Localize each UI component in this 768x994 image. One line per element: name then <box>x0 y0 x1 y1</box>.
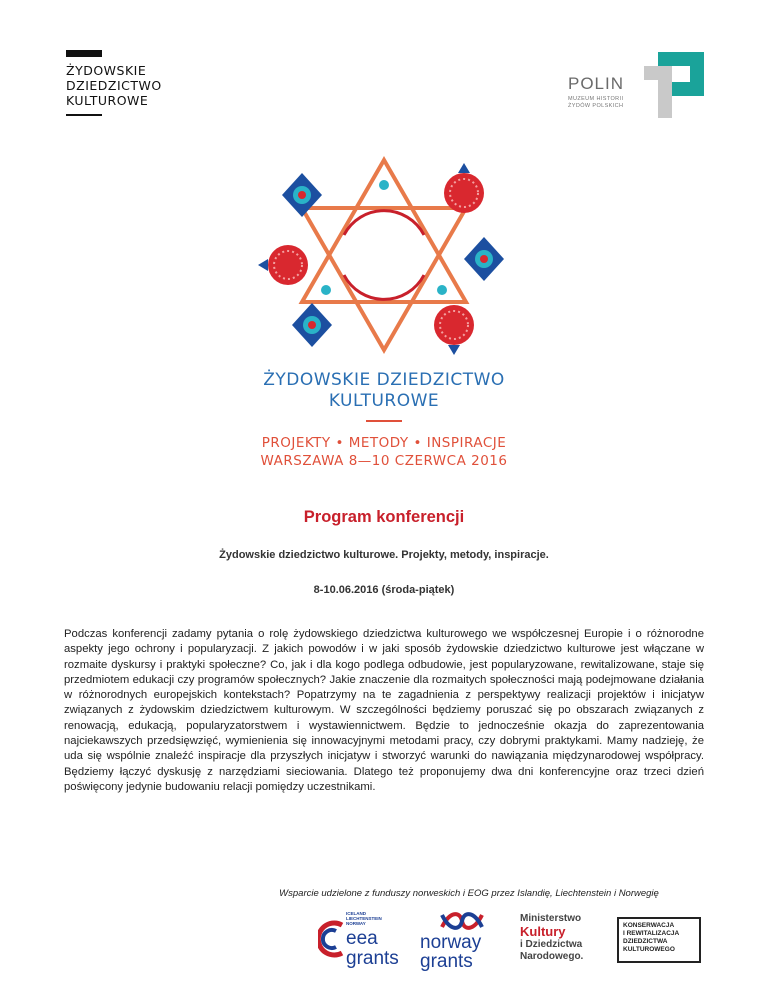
event-title-block <box>0 370 768 470</box>
logo-line-2: DZIEDZICTWO <box>66 78 162 93</box>
eea-country-1: ICELAND <box>346 911 366 916</box>
event-title-line-2: KULTUROWE <box>328 391 440 411</box>
konserwacja-logo <box>617 917 701 963</box>
konserw-line-2: I REWITALIZACJA <box>623 930 680 937</box>
norway-word: norway <box>420 932 482 953</box>
polin-sub-line-1: MUZEUM HISTORII <box>568 96 624 102</box>
logo-bar-top <box>66 50 102 57</box>
polin-subtitle <box>568 96 623 110</box>
ministry-line-4: Narodowego. <box>520 951 584 962</box>
ministry-logo <box>520 913 610 969</box>
event-place-date: WARSZAWA 8—10 CZERWCA 2016 <box>260 453 508 469</box>
eea-word: eea <box>346 928 378 949</box>
eea-grants-logo <box>318 911 408 973</box>
program-description: Podczas konferencji zadamy pytania o rolę żydowskiego dziedzictwa kulturowego we współczesnej Europie i o różnorodne aspekty jego ochrony i popularyzacji. Z jakich powodów i w jaki sposób żydowskie dziedzictwo kulturowe jest włączane w rozmaite dyskursy i praktyki społeczne? Co, jak i dla kogo podlega odbudowie, jest popularyzowane, rewitalizowane, staje się przedmiotem edukacji czy programów społecznych? Jakie znaczenie dla rozmaitych społeczności mają podejmowane działania w różnorodnych europejskich kontekstach? Popatrzymy na te zagadnienia z perspektywy realizacji projektów i inicjatyw związanych z żydowskim dziedzictwem kulturowym. W szczególności będziemy poruszać się po obszarach związanych z renowacją, edukacją, popularyzatorstwem i wystawiennictwem. Będzie to jednocześnie okazja do zaprezentowania najciekawszych przedsięwzięć, wymienienia się innowacyjnymi metodami pracy, czy dobrymi praktykami. Mamy nadzieję, że uda się wspólnie znaleźć inspiracje dla przyszłych inicjatyw i stworzyć warunki do nawiązania międzynarodowej współpracy. Będziemy łączyć dyskusję z narzędziami sieciowania. Dlatego też proponujemy dwa dni konferencyjne oraz trzeci dzień poświęcony jedynie budowaniu relacji pomiędzy uczestnikami. <box>64 628 704 793</box>
konserw-line-3: DZIEDZICTWA <box>623 938 668 945</box>
title-divider <box>366 420 402 422</box>
program-dates: 8-10.06.2016 (środa-piątek) <box>313 584 455 596</box>
eea-country-2: LIECHTENSTEIN <box>346 916 382 921</box>
eea-country-3: NORWAY <box>346 921 366 926</box>
program-heading: Program konferencji <box>303 508 465 526</box>
eea-flag-icon <box>318 919 344 959</box>
eea-grants-word: grants <box>346 948 399 969</box>
ministry-line-1: Ministerstwo <box>520 913 582 924</box>
polin-sub-line-2: ŻYDÓW POLSKICH <box>568 103 624 109</box>
logo-line-1: ŻYDOWSKIE <box>66 63 147 78</box>
norway-grants-word: grants <box>420 951 473 972</box>
polin-mark-icon <box>644 52 706 118</box>
polin-name: POLIN <box>568 74 625 93</box>
ministry-line-3: i Dziedzictwa <box>520 939 583 950</box>
program-subtitle: Żydowskie dziedzictwo kulturowe. Projekty, metody, inspiracje. <box>219 549 549 561</box>
zdk-logo <box>66 50 162 116</box>
logo-line-3: KULTUROWE <box>66 93 149 108</box>
support-note: Wsparcie udzielone z funduszy norweskich i EOG przez Islandię, Liechtenstein i Norwegię <box>279 888 659 899</box>
ministry-line-2: Kultury <box>520 924 566 939</box>
konserw-line-1: KONSERWACJA <box>623 922 675 929</box>
event-tagline: PROJEKTY • METODY • INSPIRACJE <box>261 435 507 451</box>
sponsor-logos <box>0 905 768 975</box>
norway-knot-icon <box>438 911 486 931</box>
hexagram-emblem-icon <box>254 150 514 360</box>
logo-bar-bottom <box>66 114 102 116</box>
event-title-line-1: ŻYDOWSKIE DZIEDZICTWO <box>263 370 505 390</box>
polin-logo <box>568 52 708 118</box>
konserw-line-4: KULTUROWEGO <box>623 946 675 953</box>
norway-grants-logo <box>416 911 508 973</box>
